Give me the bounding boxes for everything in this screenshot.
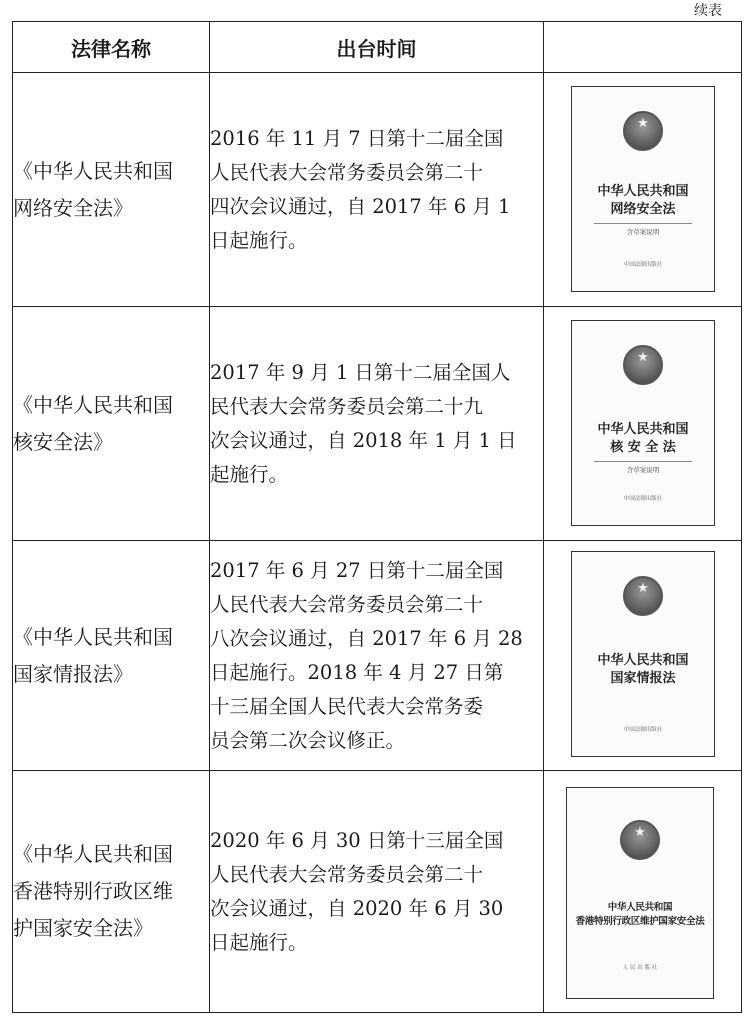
table-row: [13, 541, 742, 771]
book-cover: [571, 86, 715, 292]
cover-title-line: 网络安全法: [610, 202, 676, 217]
law-name-cell: [13, 771, 210, 1013]
national-emblem-icon: [623, 576, 663, 616]
time-line: 次会议通过，自 2018 年 1 月 1 日: [210, 428, 517, 452]
law-name-line: 《中华人民共和国: [13, 842, 173, 866]
law-name-line: 核安全法》: [13, 429, 113, 454]
cover-title-line: 核 安 全 法: [610, 440, 676, 455]
cover-title-line: 国家情报法: [610, 671, 676, 686]
cover-title-line: 中华人民共和国: [607, 902, 673, 913]
time-line: 八次会议通过，自 2017 年 6 月 28: [210, 626, 523, 650]
law-name-cell: [13, 73, 210, 307]
table-row: [13, 307, 742, 541]
cover-publisher: 中国法制出版社: [623, 727, 663, 733]
header-issue-time: 出台时间: [210, 22, 544, 73]
time-line: 人民代表大会常务委员会第二十: [210, 160, 484, 184]
continuation-label: 续表: [694, 3, 722, 19]
cover-divider: [594, 461, 692, 462]
law-name-line: 《中华人民共和国: [13, 624, 173, 649]
time-line: 起施行。: [210, 462, 289, 486]
book-cover: [571, 551, 715, 757]
law-name-line: 香港特别行政区维: [13, 879, 173, 903]
book-cover: [571, 320, 715, 526]
law-name-line: 《中华人民共和国: [13, 392, 173, 417]
cover-title-line: 中华人民共和国: [597, 422, 689, 437]
cover-cell: [544, 771, 742, 1013]
issue-time-cell: [210, 771, 544, 1013]
time-line: 日起施行。2018 年 4 月 27 日第: [210, 660, 504, 684]
cover-divider: [594, 223, 692, 224]
cover-cell: [544, 541, 742, 771]
cover-subtitle: 含草案说明: [626, 466, 660, 474]
time-line: 十三届全国人民代表大会常务委: [210, 694, 484, 718]
table-row: [13, 73, 742, 307]
time-line: 2020 年 6 月 30 日第十三届全国: [210, 828, 504, 852]
national-emblem-icon: [623, 345, 663, 385]
cover-cell: [544, 73, 742, 307]
law-name-line: 国家情报法》: [13, 661, 133, 686]
time-line: 人民代表大会常务委员会第二十: [210, 862, 484, 886]
time-line: 人民代表大会常务委员会第二十: [210, 592, 484, 616]
national-emblem-icon: [623, 111, 663, 151]
cover-publisher: 人 民 出 版 社: [622, 965, 658, 971]
time-line: 2017 年 9 月 1 日第十二届全国人: [210, 360, 511, 384]
time-line: 四次会议通过，自 2017 年 6 月 1: [210, 194, 511, 218]
time-line: 日起施行。: [210, 228, 308, 252]
issue-time-cell: [210, 73, 544, 307]
time-line: 次会议通过，自 2020 年 6 月 30: [210, 896, 504, 920]
table-header-row: [13, 22, 742, 73]
law-name-line: 网络安全法》: [13, 195, 133, 220]
header-cover: [544, 22, 742, 73]
issue-time-cell: [210, 541, 544, 771]
law-name-cell: [13, 307, 210, 541]
time-line: 日起施行。: [210, 930, 308, 954]
law-name-line: 护国家安全法》: [13, 916, 153, 940]
cover-title-line: 中华人民共和国: [597, 653, 689, 668]
law-table: [12, 21, 742, 1013]
table-row: [13, 771, 742, 1013]
law-name-line: 《中华人民共和国: [13, 158, 173, 183]
national-emblem-icon: [620, 820, 660, 860]
cover-publisher: 中国法制出版社: [623, 496, 663, 502]
book-cover: [566, 787, 714, 999]
time-line: 员会第二次会议修正。: [210, 728, 406, 752]
cover-title-line: 中华人民共和国: [597, 184, 689, 199]
cover-subtitle: 含草案说明: [626, 228, 660, 236]
issue-time-cell: [210, 307, 544, 541]
cover-title-line: 香港特别行政区维护国家安全法: [575, 916, 705, 927]
time-line: 2016 年 11 月 7 日第十二届全国: [210, 126, 504, 150]
cover-cell: [544, 307, 742, 541]
time-line: 民代表大会常务委员会第二十九: [210, 394, 484, 418]
cover-publisher: 中国法制出版社: [623, 262, 663, 268]
time-line: 2017 年 6 月 27 日第十二届全国: [210, 558, 504, 582]
law-name-cell: [13, 541, 210, 771]
header-law-name: 法律名称: [13, 22, 210, 73]
